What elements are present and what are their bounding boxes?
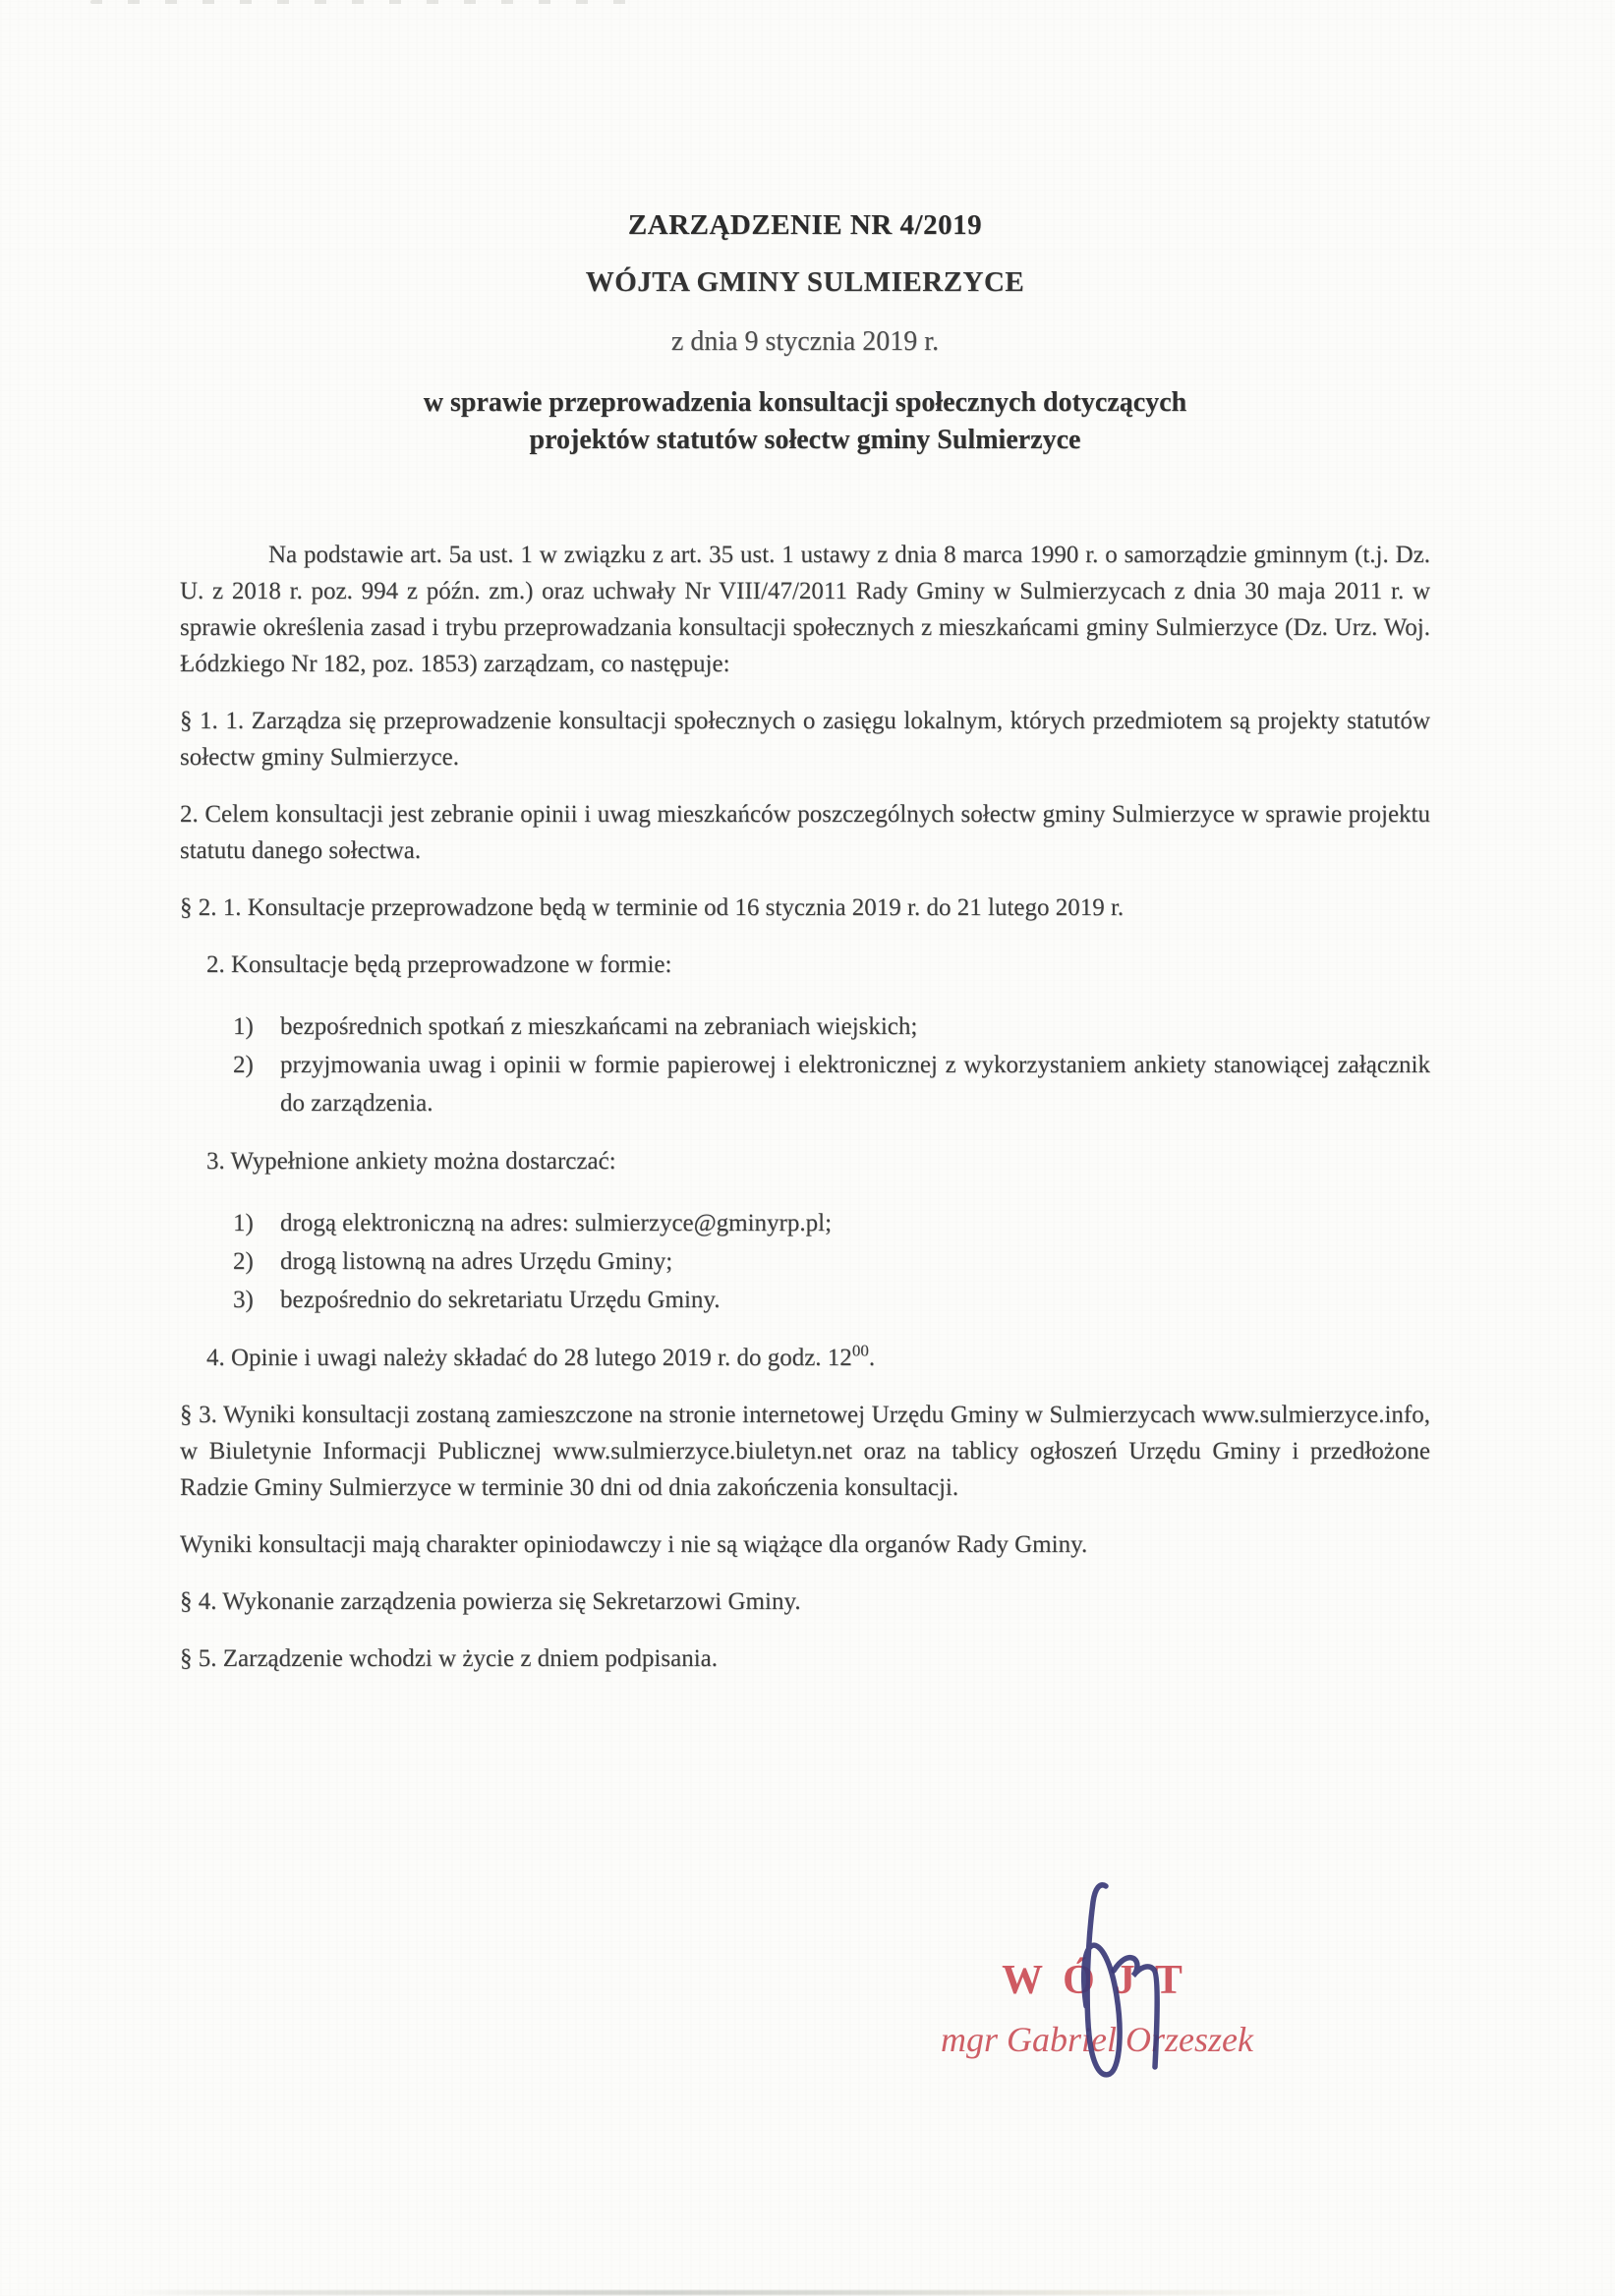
paragraph-s2-4-period: . [868,1345,876,1371]
preamble-paragraph: Na podstawie art. 5a ust. 1 w związku z art. 35 ust. 1 ustawy z dnia 8 marca 1990 r. o samorządzie gminnym (t.j. Dz. U. z 2018 r. poz. 994 z późn. zm.) oraz uchwały Nr VIII/47/2011 Rady Gminy w Sulmierzycach z dnia 30 maja 2011 r. w sprawie określenia zasad i trybu przeprowadzania konsultacji społecznych z mieszkańcami gminy Sulmierzyce (Dz. Urz. Woj. Łódzkiego Nr 182, poz. 1853) zarządzam, co następuje: [180,542,1430,677]
consultation-forms-list [233,1007,1430,1122]
survey-delivery-list [233,1204,1430,1319]
list-item [233,1281,1430,1319]
list-item [233,1204,1430,1242]
mayor-stamp-name: mgr Gabriel Orzeszek [941,2020,1253,2059]
handwritten-signature [1067,1880,1175,2092]
scan-artifact-bottom-edge [116,2290,1335,2295]
list-item-marker: 2) [233,1248,254,1275]
paragraph-s5: § 5. Zarządzenie wchodzi w życie z dniem podpisania. [180,1645,718,1672]
list-item-marker: 1) [233,1013,254,1040]
document-subject-line2: projektów statutów sołectw gminy Sulmierzyce [529,425,1081,455]
list-item-text: bezpośrednich spotkań z mieszkańcami na zebraniach wiejskich; [280,1013,918,1040]
list-item-marker: 3) [233,1287,254,1313]
paragraph-s2-1: § 2. 1. Konsultacje przeprowadzone będą w terminie od 16 stycznia 2019 r. do 21 lutego 2019 r. [180,894,1125,921]
document-subject [180,384,1430,459]
list-item [233,1007,1430,1046]
mayor-stamp-title: WÓJT [1002,1958,1202,2003]
paragraph-s2-2: 2. Konsultacje będą przeprowadzone w formie: [206,951,672,978]
document-title: ZARZĄDZENIE NR 4/2019 [627,209,983,241]
document-content [180,0,1430,1677]
paragraph-s4: § 4. Wykonanie zarządzenia powierza się Sekretarzowi Gminy. [180,1588,801,1615]
list-item-text: przyjmowania uwag i opinii w formie papierowej i elektronicznej z wykorzystaniem ankiety stanowiącej załącznik do zarządzenia. [280,1052,1430,1117]
document-date: z dnia 9 stycznia 2019 r. [670,326,940,357]
paragraph-s3: § 3. Wyniki konsultacji zostaną zamieszczone na stronie internetowej Urzędu Gminy w Sulmierzycach www.sulmierzyce.info, w Biuletynie Informacji Publicznej www.sulmierzyce.biuletyn.net oraz na tablicy ogłoszeń Urzędu Gminy i przedłożone Radzie Gminy Sulmierzyce w terminie 30 dni od dnia zakończenia konsultacji. [180,1402,1430,1501]
paragraph-s1-1: § 1. 1. Zarządza się przeprowadzenie konsultacji społecznych o zasięgu lokalnym, których przedmiotem są projekty statutów sołectw gminy Sulmierzyce. [180,708,1430,771]
paragraph-s3-note: Wyniki konsultacji mają charakter opiniodawczy i nie są wiążące dla organów Rady Gminy. [180,1531,1088,1558]
paragraph-s1-2: 2. Celem konsultacji jest zebranie opinii i uwag mieszkańców poszczególnych sołectw gminy Sulmierzyce w sprawie projektu statutu danego sołectwa. [180,801,1430,864]
paragraph-s2-4 [206,1340,1430,1376]
list-item-text: bezpośrednio do sekretariatu Urzędu Gminy. [280,1287,721,1313]
paragraph-s2-3: 3. Wypełnione ankiety można dostarczać: [206,1148,616,1175]
list-item-marker: 2) [233,1052,254,1078]
list-item-marker: 1) [233,1210,254,1236]
document-issuer: WÓJTA GMINY SULMIERZYCE [585,266,1025,298]
document-subject-line1: w sprawie przeprowadzenia konsultacji społecznych dotyczących [423,387,1187,418]
hour-superscript: 00 [851,1341,869,1360]
paragraph-s2-4-text: 4. Opinie i uwagi należy składać do 28 lutego 2019 r. do godz. 12 [206,1345,852,1371]
list-item [233,1242,1430,1281]
list-item-text: drogą listowną na adres Urzędu Gminy; [280,1248,673,1275]
list-item [233,1046,1430,1122]
list-item-text: drogą elektroniczną na adres: sulmierzyce@gminyrp.pl; [280,1210,833,1236]
